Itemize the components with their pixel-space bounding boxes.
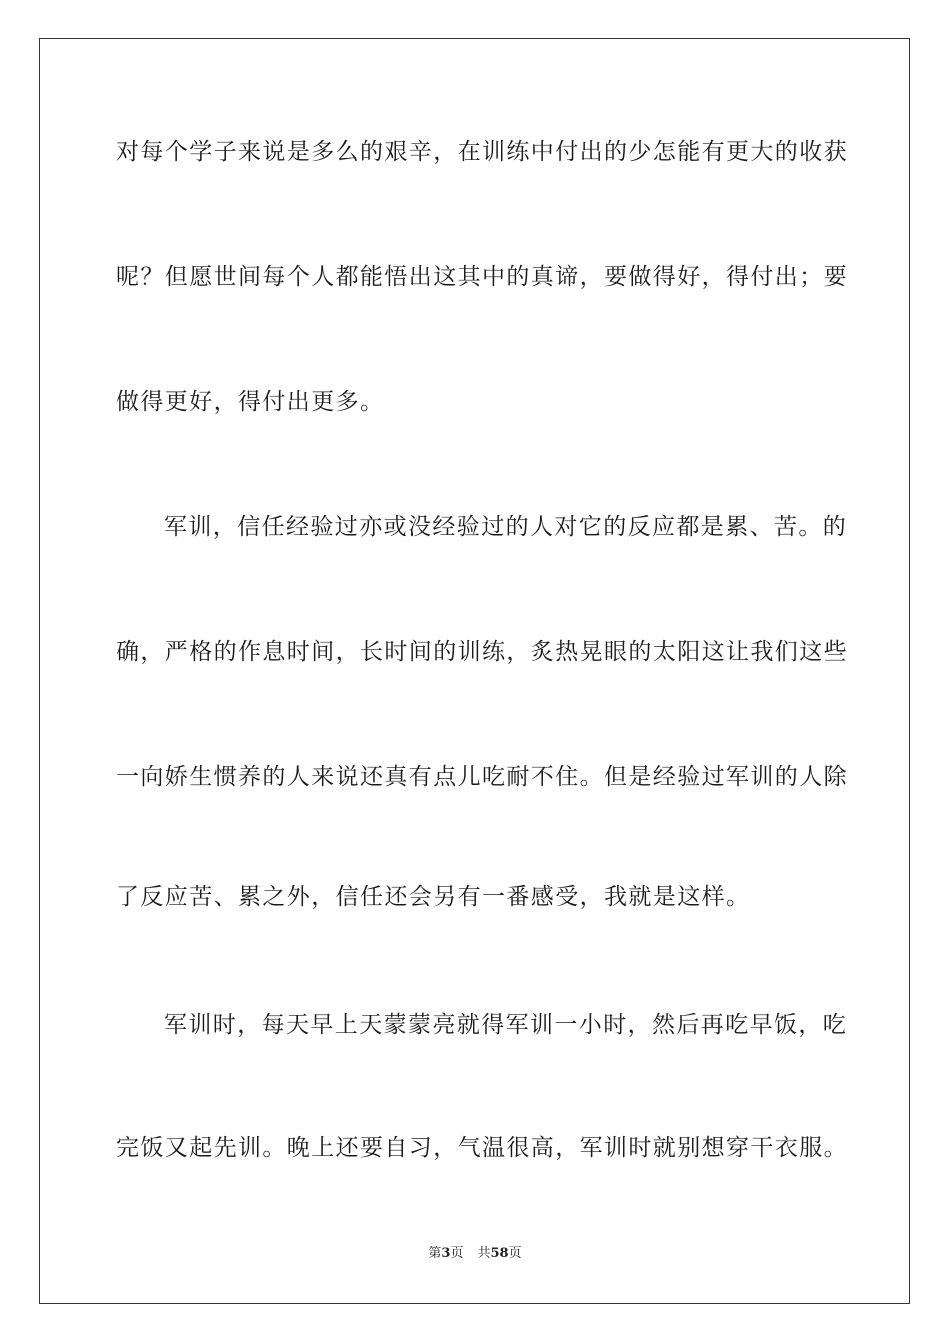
page-border	[39, 38, 910, 1304]
page-number: 3	[441, 1246, 451, 1261]
text-line-3: 做得更好，得付出更多。	[116, 389, 385, 415]
total-pages: 58	[490, 1246, 509, 1261]
page-footer	[0, 1245, 950, 1263]
text-line-8: 军训时，每天早上天蒙蒙亮就得军训一小时，然后再吃早饭，吃	[164, 1012, 848, 1038]
total-suffix: 页	[508, 1246, 522, 1261]
total-prefix: 共	[477, 1246, 491, 1261]
text-line-6: 一向娇生惯养的人来说还真有点儿吃耐不住。但是经验过军训的人除	[116, 764, 848, 790]
text-line-2: 呢？但愿世间每个人都能悟出这其中的真谛，要做得好，得付出；要	[116, 264, 848, 290]
text-line-1: 对每个学子来说是多么的艰辛，在训练中付出的少怎能有更大的收获	[116, 139, 848, 165]
page-suffix: 页	[450, 1246, 464, 1261]
text-line-5: 确，严格的作息时间，长时间的训练，炙热晃眼的太阳这让我们这些	[116, 639, 848, 665]
text-line-9: 完饭又起先训。晚上还要自习，气温很高，军训时就别想穿干衣服。	[116, 1135, 848, 1161]
page-prefix: 第	[428, 1246, 442, 1261]
text-line-7: 了反应苦、累之外，信任还会另有一番感受，我就是这样。	[116, 884, 751, 910]
text-line-4: 军训，信任经验过亦或没经验过的人对它的反应都是累、苦。的	[164, 514, 848, 540]
